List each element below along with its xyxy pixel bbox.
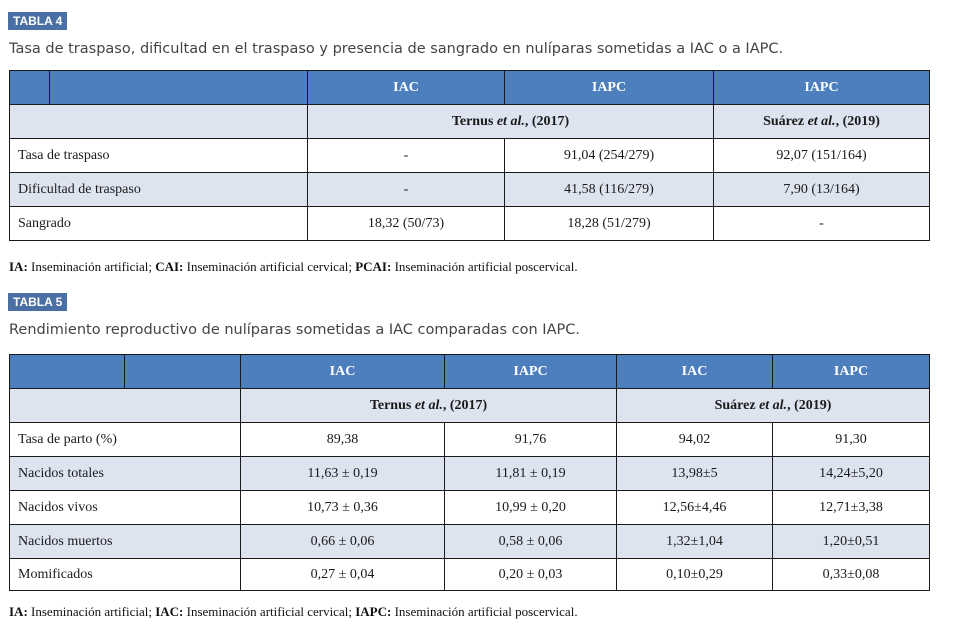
table5-header-iapc-3: IAPC bbox=[773, 355, 930, 389]
table-row bbox=[10, 207, 930, 241]
table4-row-label: Dificultad de traspaso bbox=[10, 173, 308, 207]
table5-cell: 0,27 ± 0,04 bbox=[241, 559, 445, 591]
table4-caption: Tasa de traspaso, dificultad en el traspaso y presencia de sangrado en nulíparas sometidas a IAC o a IAPC. bbox=[9, 41, 784, 57]
table5-note-abbr-1: IAC: bbox=[155, 604, 184, 619]
table5 bbox=[9, 354, 930, 591]
table5-source-suarez bbox=[617, 389, 930, 423]
table5-source-ternus bbox=[241, 389, 617, 423]
table4-cell: 18,32 (50/73) bbox=[308, 207, 505, 241]
table5-cell: 0,33±0,08 bbox=[773, 559, 930, 591]
table5-cell: 89,38 bbox=[241, 423, 445, 457]
table5-cell: 91,76 bbox=[445, 423, 617, 457]
table5-cell: 12,56±4,46 bbox=[617, 491, 773, 525]
table4-header-row bbox=[10, 71, 930, 105]
table4-source-ternus-etal: et al. bbox=[496, 113, 525, 129]
table5-note-text-2: Inseminación artificial poscervical. bbox=[391, 604, 578, 619]
table5-cell: 10,99 ± 0,20 bbox=[445, 491, 617, 525]
table-row bbox=[10, 423, 930, 457]
table5-note-text-1: Inseminación artificial cervical; bbox=[183, 604, 356, 619]
table5-row-label: Momificados bbox=[10, 559, 241, 591]
table4-cell: - bbox=[308, 173, 505, 207]
table4-source-row bbox=[10, 105, 930, 139]
table4-header-blank-b bbox=[50, 71, 308, 105]
table5-header-iac-2: IAC bbox=[617, 355, 773, 389]
table4-header-blank-a bbox=[10, 71, 50, 105]
table4-source-blank bbox=[10, 105, 308, 139]
table4-tag: TABLA 4 bbox=[8, 12, 67, 30]
table4-source-suarez-year: , (2019) bbox=[835, 113, 880, 129]
table5-cell: 11,63 ± 0,19 bbox=[241, 457, 445, 491]
table4-source-ternus-author: Ternus bbox=[451, 113, 497, 129]
table4-source-ternus bbox=[308, 105, 714, 139]
table4-note-text-0: Inseminación artificial; bbox=[27, 259, 156, 274]
table5-header-blank-a bbox=[10, 355, 125, 389]
table4-note-abbr-2: PCAI: bbox=[355, 259, 392, 274]
table5-caption: Rendimiento reproductivo de nulíparas sometidas a IAC comparadas con IAPC. bbox=[9, 322, 580, 338]
table4-row-label: Tasa de traspaso bbox=[10, 139, 308, 173]
table5-cell: 0,58 ± 0,06 bbox=[445, 525, 617, 559]
table5-cell: 0,66 ± 0,06 bbox=[241, 525, 445, 559]
table4-note-text-2: Inseminación artificial poscervical. bbox=[391, 259, 578, 274]
table4-cell: - bbox=[308, 139, 505, 173]
table5-source-ternus-etal: et al. bbox=[414, 397, 443, 413]
table4-cell: 7,90 (13/164) bbox=[714, 173, 930, 207]
table5-source-suarez-etal: et al. bbox=[759, 397, 788, 413]
table4-header-iapc-ternus: IAPC bbox=[505, 71, 714, 105]
table5-cell: 13,98±5 bbox=[617, 457, 773, 491]
table4-row-label: Sangrado bbox=[10, 207, 308, 241]
table5-note-abbr-0: IA: bbox=[9, 604, 28, 619]
table-row bbox=[10, 491, 930, 525]
table5-cell: 94,02 bbox=[617, 423, 773, 457]
table4-source-suarez-etal: et al. bbox=[807, 113, 836, 129]
table4-cell: 91,04 (254/279) bbox=[505, 139, 714, 173]
table5-note-text-0: Inseminación artificial; bbox=[27, 604, 156, 619]
table5-row-label: Tasa de parto (%) bbox=[10, 423, 241, 457]
table4 bbox=[9, 70, 930, 241]
table4-header-iac: IAC bbox=[308, 71, 505, 105]
table4-note bbox=[9, 259, 578, 275]
table4-note-text-1: Inseminación artificial cervical; bbox=[183, 259, 356, 274]
table4-cell: 18,28 (51/279) bbox=[505, 207, 714, 241]
table5-cell: 1,32±1,04 bbox=[617, 525, 773, 559]
table4-note-abbr-1: CAI: bbox=[155, 259, 184, 274]
table4-cell: 92,07 (151/164) bbox=[714, 139, 930, 173]
table4-cell: 41,58 (116/279) bbox=[505, 173, 714, 207]
table5-row-label: Nacidos vivos bbox=[10, 491, 241, 525]
table5-cell: 0,20 ± 0,03 bbox=[445, 559, 617, 591]
table-row bbox=[10, 173, 930, 207]
table-row bbox=[10, 525, 930, 559]
table5-cell: 91,30 bbox=[773, 423, 930, 457]
table5-note-abbr-2: IAPC: bbox=[355, 604, 392, 619]
table5-cell: 0,10±0,29 bbox=[617, 559, 773, 591]
table5-cell: 11,81 ± 0,19 bbox=[445, 457, 617, 491]
table5-source-row bbox=[10, 389, 930, 423]
table4-source-suarez-author: Suárez bbox=[763, 113, 808, 129]
table4-source-ternus-year: , (2017) bbox=[524, 113, 570, 129]
table5-cell: 14,24±5,20 bbox=[773, 457, 930, 491]
table5-tag: TABLA 5 bbox=[8, 293, 67, 311]
table4-header-iapc-suarez: IAPC bbox=[714, 71, 930, 105]
table5-source-blank bbox=[10, 389, 241, 423]
table-row bbox=[10, 559, 930, 591]
table5-header-row bbox=[10, 355, 930, 389]
table4-source-suarez bbox=[714, 105, 930, 139]
table5-header-iac-0: IAC bbox=[241, 355, 445, 389]
table4-cell: - bbox=[714, 207, 930, 241]
table-row bbox=[10, 457, 930, 491]
table5-note bbox=[9, 604, 578, 620]
table5-source-suarez-author: Suárez bbox=[714, 397, 760, 413]
table5-cell: 10,73 ± 0,36 bbox=[241, 491, 445, 525]
table5-cell: 12,71±3,38 bbox=[773, 491, 930, 525]
table5-row-label: Nacidos totales bbox=[10, 457, 241, 491]
table-row bbox=[10, 139, 930, 173]
table5-cell: 1,20±0,51 bbox=[773, 525, 930, 559]
table5-source-ternus-author: Ternus bbox=[369, 397, 415, 413]
table5-header-blank-b bbox=[125, 355, 241, 389]
table5-header-iapc-1: IAPC bbox=[445, 355, 617, 389]
table4-note-abbr-0: IA: bbox=[9, 259, 28, 274]
table5-source-ternus-year: , (2017) bbox=[442, 397, 488, 413]
table5-source-suarez-year: , (2019) bbox=[787, 397, 832, 413]
table5-row-label: Nacidos muertos bbox=[10, 525, 241, 559]
